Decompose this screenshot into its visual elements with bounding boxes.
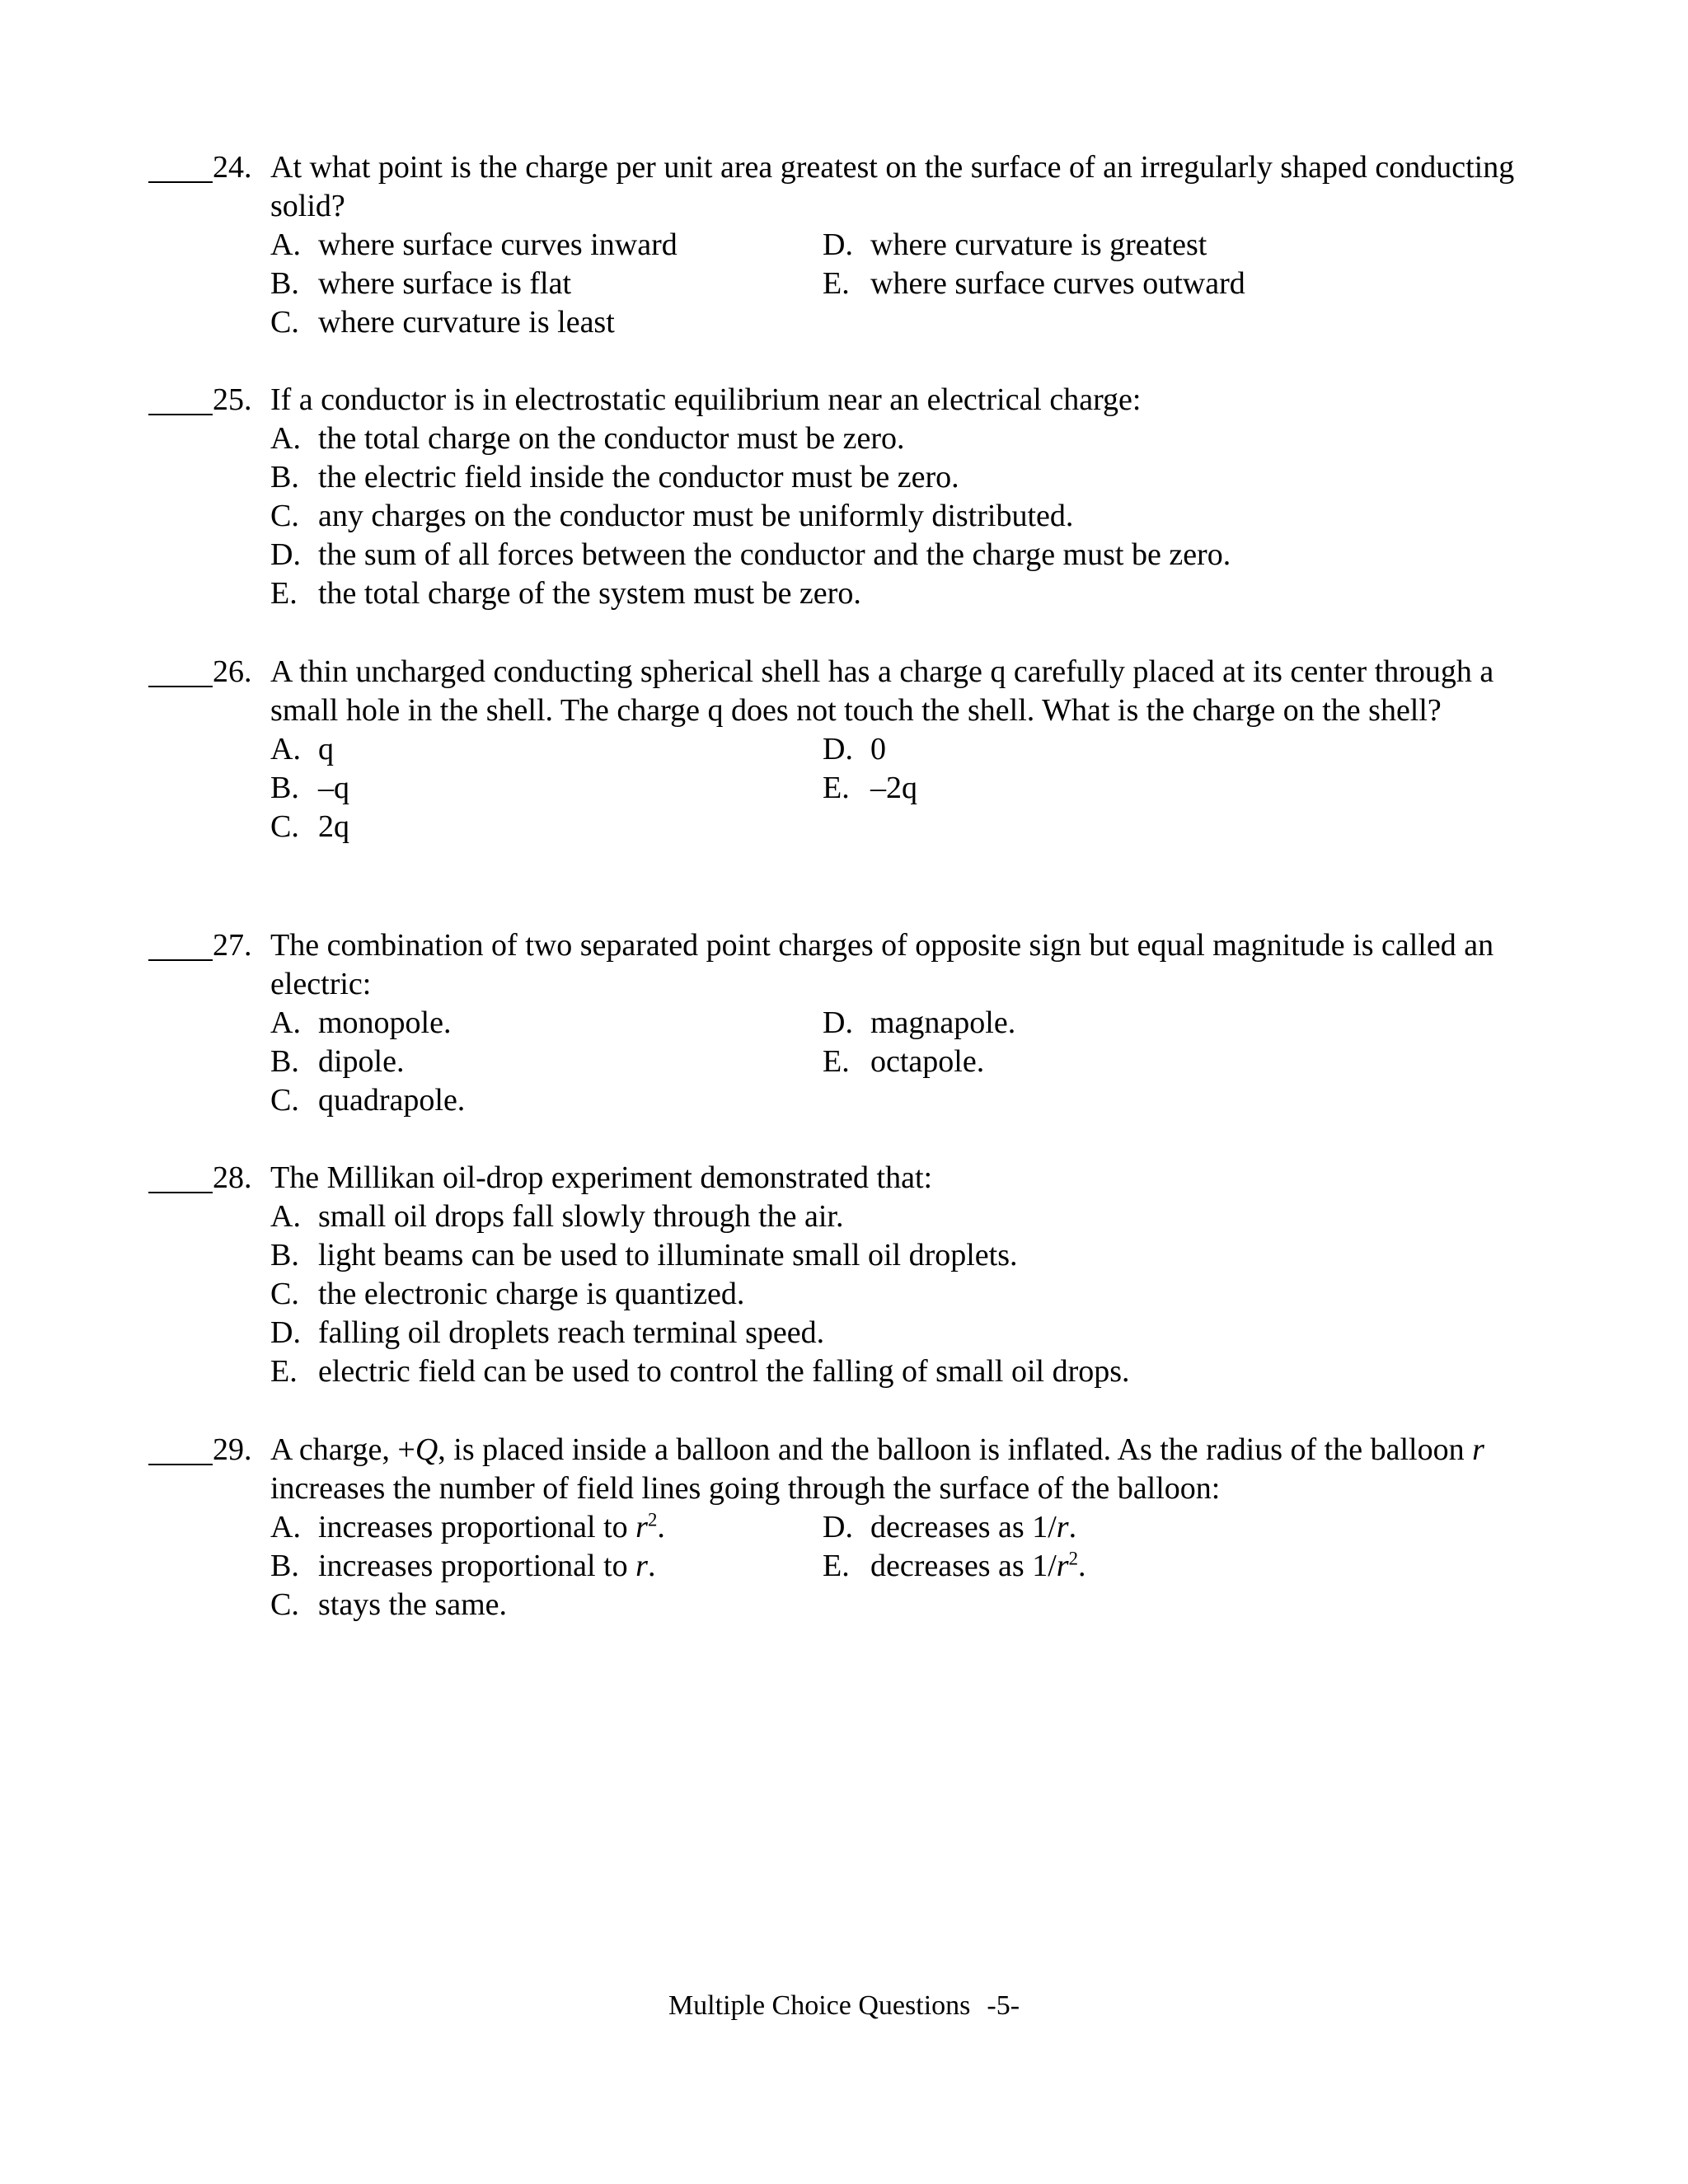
question-29 <box>148 1431 1550 1624</box>
option-d: D. decreases as 1/r. <box>823 1510 1077 1544</box>
option-a: A. where surface curves inward <box>270 227 678 262</box>
question-number: 29. <box>213 1432 252 1467</box>
question-25 <box>148 381 1550 613</box>
option-a: A. monopole. <box>270 1005 452 1040</box>
option-c: C. stays the same. <box>270 1587 508 1622</box>
question-stem: The Millikan oil-drop experiment demonstrated that: <box>270 1160 933 1195</box>
answer-blank-24[interactable] <box>148 148 213 183</box>
question-24 <box>148 148 1550 342</box>
option-d: D. magnapole. <box>823 1005 1016 1040</box>
question-number: 24. <box>213 150 252 185</box>
option-c: C. any charges on the conductor must be uniformly distributed. <box>270 499 1074 533</box>
question-stem: A thin uncharged conducting spherical shell has a charge q carefully placed at its center through a small hole in the shell. The charge q does not touch the shell. What is the charge on the shell? <box>270 654 1494 728</box>
footer-label: Multiple Choice Questions <box>668 1990 971 2021</box>
answer-blank-29[interactable] <box>148 1431 213 1465</box>
question-stem: A charge, +Q, is placed inside a balloon and the balloon is inflated. As the radius of the balloon r increases the number of field lines going through the surface of the balloon: <box>270 1432 1484 1506</box>
question-26 <box>148 653 1550 846</box>
question-stem: The combination of two separated point charges of opposite sign but equal magnitude is called an electric: <box>270 928 1494 1001</box>
option-e: E. octapole. <box>823 1044 985 1079</box>
option-c: C. where curvature is least <box>270 305 615 340</box>
option-b: B. the electric field inside the conductor must be zero. <box>270 460 959 494</box>
page-number: -5- <box>987 1990 1020 2021</box>
options-24 <box>270 226 1550 342</box>
options-26 <box>270 730 1550 846</box>
option-d: D. where curvature is greatest <box>823 227 1207 262</box>
question-number: 27. <box>213 928 252 963</box>
option-c: C. quadrapole. <box>270 1083 466 1118</box>
options-27 <box>270 1004 1550 1120</box>
option-d: D. the sum of all forces between the conductor and the charge must be zero. <box>270 537 1231 572</box>
option-d: D. falling oil droplets reach terminal speed. <box>270 1315 825 1350</box>
question-28 <box>148 1159 1550 1391</box>
option-a: A. the total charge on the conductor must be zero. <box>270 421 905 456</box>
answer-blank-27[interactable] <box>148 926 213 961</box>
option-a: A. q <box>270 732 334 766</box>
options-25 <box>270 419 1550 613</box>
option-b: B. increases proportional to r. <box>270 1549 656 1583</box>
question-stem: At what point is the charge per unit area greatest on the surface of an irregularly shaped conducting solid? <box>270 150 1515 223</box>
option-d: D. 0 <box>823 732 886 766</box>
option-e: E. electric field can be used to control the falling of small oil drops. <box>270 1354 1130 1389</box>
option-b: B. where surface is flat <box>270 266 572 301</box>
options-28 <box>270 1197 1550 1391</box>
option-e: E. decreases as $1/r^2$. <box>823 1548 1086 1583</box>
option-e: E. where surface curves outward <box>823 266 1245 301</box>
question-number: 28. <box>213 1160 252 1195</box>
answer-blank-25[interactable] <box>148 381 213 415</box>
question-stem: If a conductor is in electrostatic equilibrium near an electrical charge: <box>270 382 1142 417</box>
option-b: B. –q <box>270 771 349 805</box>
option-a: A. increases proportional to $r^2$. <box>270 1509 665 1544</box>
answer-blank-26[interactable] <box>148 653 213 687</box>
option-a: A. small oil drops fall slowly through the air. <box>270 1199 844 1234</box>
option-b: B. dipole. <box>270 1044 405 1079</box>
option-e: E. –2q <box>823 771 917 805</box>
options-29 <box>270 1508 1550 1624</box>
option-b: B. light beams can be used to illuminate small oil droplets. <box>270 1238 1018 1272</box>
answer-blank-28[interactable] <box>148 1159 213 1193</box>
question-27 <box>148 926 1550 1120</box>
question-number: 25. <box>213 382 252 417</box>
option-e: E. the total charge of the system must be zero. <box>270 576 861 611</box>
question-number: 26. <box>213 654 252 689</box>
option-c: C. the electronic charge is quantized. <box>270 1277 745 1311</box>
option-c: C. 2q <box>270 809 349 844</box>
page-footer <box>0 1990 1688 2022</box>
